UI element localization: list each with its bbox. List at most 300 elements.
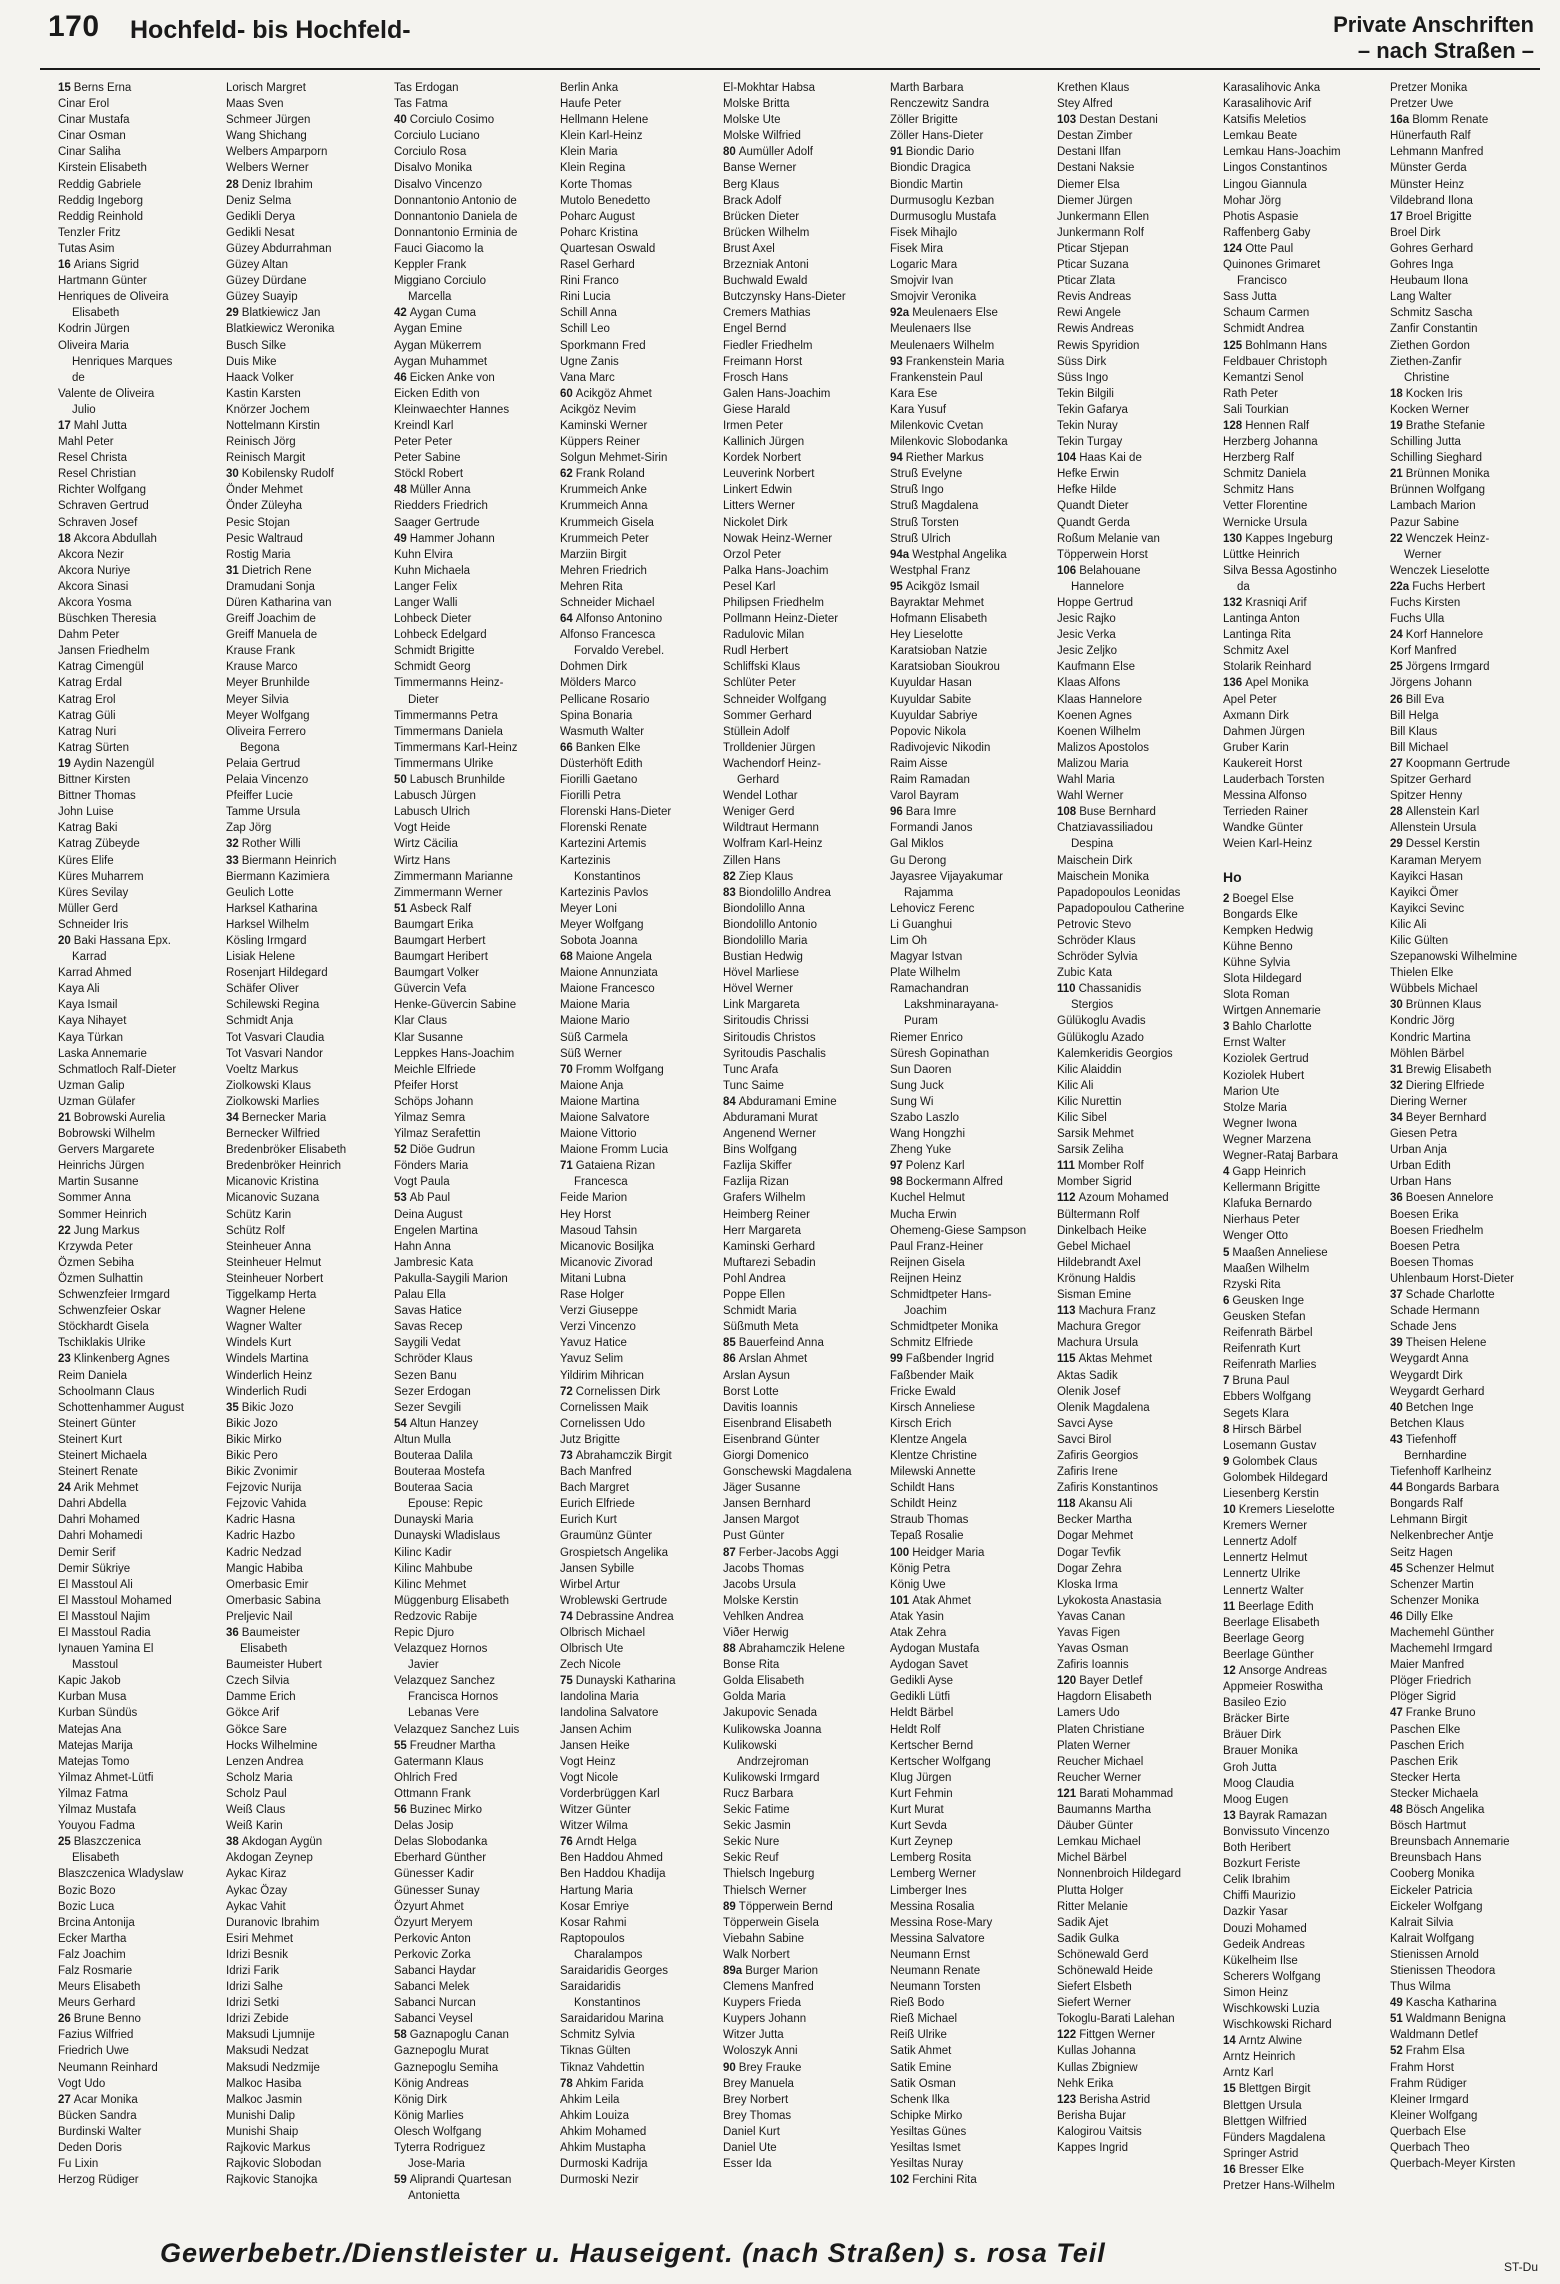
house-number: 55: [394, 1739, 407, 1752]
resident-name: Arslan Ahmet: [738, 1353, 808, 1366]
resident-name: Timmermans Daniela: [394, 725, 503, 738]
resident-name: Kondric Jörg: [1390, 1015, 1455, 1028]
directory-entry: [890, 1030, 1045, 1046]
resident-name: Satik Ahmet: [890, 2045, 952, 2058]
resident-name: Klaas Alfons: [1057, 677, 1121, 690]
directory-entry: [1223, 1953, 1378, 1969]
resident-name: Neumann Reinhard: [58, 2061, 158, 2074]
directory-entry: [1390, 160, 1538, 176]
resident-name: Maione Mario: [560, 1015, 630, 1028]
resident-name: Despina: [1071, 838, 1114, 851]
resident-name: Eicken Edith von: [394, 387, 480, 400]
directory-entry: [394, 2124, 549, 2140]
resident-name: Lantinga Anton: [1223, 613, 1300, 626]
resident-name: Greiff Joachim de: [226, 613, 316, 626]
resident-name: Cooberg Monika: [1390, 1868, 1475, 1881]
resident-name: Kurt Fehmin: [890, 1787, 953, 1800]
resident-name: Wendel Lothar: [723, 790, 798, 803]
resident-name: Ferchini Rita: [912, 2174, 977, 2187]
resident-name: Gedikli Ayse: [890, 1675, 954, 1688]
directory-entry: [1057, 869, 1212, 885]
resident-name: Preljevic Nail: [226, 1610, 293, 1623]
resident-name: Lennertz Adolf: [1223, 1536, 1297, 1549]
resident-name: Schwenzfeier Irmgard: [58, 1289, 170, 1302]
resident-name: Stienissen Arnold: [1390, 1948, 1479, 1961]
directory-entry: [1223, 1341, 1378, 1357]
directory-entry: [1057, 563, 1212, 579]
resident-name: Westphal Franz: [890, 564, 971, 577]
resident-name: Schade Jens: [1390, 1321, 1457, 1334]
resident-name: Kurban Musa: [58, 1691, 127, 1704]
directory-entry: [890, 2076, 1045, 2092]
directory-entry: [58, 820, 213, 836]
resident-name: Maas Sven: [226, 98, 284, 111]
resident-name: Bültermann Rolf: [1057, 1208, 1140, 1221]
resident-name: Mutolo Benedetto: [560, 194, 651, 207]
house-number: 98: [890, 1176, 903, 1189]
directory-entry: [1223, 1180, 1378, 1196]
directory-entry: [394, 1287, 549, 1303]
directory-entry: [394, 772, 549, 788]
resident-name: Krethen Klaus: [1057, 82, 1130, 94]
directory-entry: [58, 1351, 213, 1367]
directory-entry: [58, 1979, 213, 1995]
resident-name: Hagdorn Elisabeth: [1057, 1691, 1152, 1704]
header-rule: [40, 68, 1540, 70]
directory-entry: [394, 466, 549, 482]
directory-entry: [1223, 579, 1378, 595]
directory-entry: [890, 531, 1045, 547]
directory-entry: [1390, 1754, 1538, 1770]
resident-name: Kertscher Wolfgang: [890, 1755, 991, 1768]
directory-entry: [1223, 144, 1378, 160]
resident-name: Krause Marco: [226, 661, 298, 674]
directory-entry: [1390, 1271, 1538, 1287]
resident-name: Trolldenier Jürgen: [723, 741, 816, 754]
directory-entry: [58, 1722, 213, 1738]
resident-name: Kuypers Johann: [723, 2013, 807, 2026]
resident-name: Müller Anna: [409, 484, 471, 497]
directory-entry: [1390, 1995, 1538, 2011]
resident-name: Biondolillo Andrea: [738, 886, 831, 899]
resident-name: Belahouane: [1079, 564, 1141, 577]
house-number: 58: [394, 2029, 407, 2042]
resident-name: Hefke Erwin: [1057, 468, 1119, 481]
directory-entry: [890, 997, 1045, 1013]
directory-entry: [226, 1368, 381, 1384]
resident-name: Küres Muharrem: [58, 870, 144, 883]
directory-entry: [560, 820, 715, 836]
directory-entry: [394, 788, 549, 804]
resident-name: Bikic Jozo: [226, 1417, 278, 1430]
resident-name: Tamme Ursula: [226, 806, 301, 819]
resident-name: Sabanci Veysel: [394, 2013, 473, 2026]
resident-name: Maione Francesco: [560, 983, 655, 996]
directory-entry: [1223, 692, 1378, 708]
directory-entry: [58, 1995, 213, 2011]
directory-entry: [1390, 1174, 1538, 1190]
directory-entry: [560, 1126, 715, 1142]
resident-name: Gedikli Nesat: [226, 226, 295, 239]
house-number: 89: [723, 1900, 736, 1913]
directory-entry: [1057, 144, 1212, 160]
resident-name: Bouteraa Dalila: [394, 1449, 473, 1462]
resident-name: Sabanci Melek: [394, 1981, 470, 1994]
resident-name: Kurt Zeynep: [890, 1836, 953, 1849]
directory-entry: [560, 2092, 715, 2108]
resident-name: Abduramani Murat: [723, 1112, 818, 1124]
directory-entry: [58, 193, 213, 209]
resident-name: Gruber Karin: [1223, 741, 1289, 754]
resident-name: Sung Wi: [890, 1095, 934, 1108]
directory-entry: [723, 289, 878, 305]
directory-entry: [890, 1899, 1045, 1915]
directory-entry: [723, 1722, 878, 1738]
directory-entry: [890, 1400, 1045, 1416]
resident-name: Plöger Friedrich: [1390, 1675, 1472, 1688]
resident-name: Fiedler Friedhelm: [723, 339, 813, 352]
directory-entry: [890, 1722, 1045, 1738]
resident-name: Schönewald Heide: [1057, 1964, 1153, 1977]
directory-entry: [1390, 128, 1538, 144]
directory-entry: [226, 321, 381, 337]
resident-name: Spitzer Henny: [1390, 790, 1463, 803]
resident-name: Hildebrandt Axel: [1057, 1256, 1141, 1269]
resident-name: Biondic Dragica: [890, 162, 971, 175]
directory-entry: [394, 643, 549, 659]
directory-entry: [226, 708, 381, 724]
directory-entry: [890, 1786, 1045, 1802]
directory-entry: [560, 788, 715, 804]
resident-name: Schmidt Maria: [723, 1305, 797, 1318]
directory-entry: [58, 289, 213, 305]
resident-name: Kilinc Kadir: [394, 1546, 452, 1559]
resident-name: Schenzer Helmut: [1405, 1562, 1495, 1575]
resident-name: Diering Elfriede: [1405, 1079, 1485, 1092]
directory-entry: [226, 869, 381, 885]
resident-name: Smojvir Ivan: [890, 275, 954, 288]
directory-entry: [890, 1915, 1045, 1931]
house-number: 115: [1057, 1353, 1076, 1366]
directory-entry: [1390, 1384, 1538, 1400]
directory-entry: [890, 482, 1045, 498]
directory-entry: [1223, 675, 1378, 691]
directory-entry: [58, 160, 213, 176]
resident-name: Schröder Sylvia: [1057, 951, 1138, 964]
directory-entry: [58, 1432, 213, 1448]
directory-entry: [723, 177, 878, 193]
directory-entry: [58, 788, 213, 804]
resident-name: Barati Mohammad: [1079, 1787, 1174, 1800]
directory-entry: [723, 965, 878, 981]
resident-name: Hellmann Helene: [560, 114, 649, 127]
directory-entry: [394, 1641, 549, 1657]
directory-entry: [58, 740, 213, 756]
directory-entry: [58, 2060, 213, 2076]
resident-name: Wahl Maria: [1057, 774, 1115, 787]
directory-entry: [394, 160, 549, 176]
directory-entry: [58, 386, 213, 402]
directory-entry: [394, 112, 549, 128]
resident-name: Hoppe Gertrud: [1057, 597, 1134, 609]
resident-name: Blatkiewicz Weronika: [226, 323, 335, 336]
resident-name: Tiggelkamp Herta: [226, 1289, 317, 1302]
resident-name: Reifenrath Bärbel: [1223, 1327, 1313, 1340]
directory-entry: [1057, 1174, 1212, 1190]
resident-name: Wischkowski Luzia: [1223, 2002, 1320, 2015]
resident-name: Jansen Bernhard: [723, 1498, 811, 1511]
directory-entry: [58, 1078, 213, 1094]
resident-name: Dazkir Yasar: [1223, 1906, 1288, 1919]
resident-name: Schildt Heinz: [890, 1498, 958, 1511]
resident-name: Viðer Herwig: [723, 1627, 789, 1639]
resident-name: Giese Harald: [723, 403, 791, 416]
directory-entry: [890, 1078, 1045, 1094]
resident-name: Kayikci Hasan: [1390, 870, 1463, 883]
directory-entry: [890, 1963, 1045, 1979]
directory-entry: [890, 611, 1045, 627]
directory-entry: [58, 1963, 213, 1979]
directory-entry: [394, 692, 549, 708]
directory-entry: [1057, 273, 1212, 289]
resident-name: Faßbender Maik: [890, 1369, 974, 1382]
directory-entry: [890, 1528, 1045, 1544]
directory-entry: [1223, 1647, 1378, 1663]
directory-entry: [1223, 96, 1378, 112]
resident-name: Theisen Helene: [1405, 1337, 1487, 1350]
directory-entry: [723, 1545, 878, 1561]
resident-name: Durmusoglu Kezban: [890, 194, 995, 207]
resident-name: Messina Alfonso: [1223, 790, 1307, 803]
resident-name: Koziolek Hubert: [1223, 1069, 1305, 1082]
resident-name: Stergios: [1071, 999, 1114, 1012]
directory-entry: [226, 949, 381, 965]
resident-name: John Luise: [58, 806, 114, 819]
resident-name: Zimmermann Werner: [394, 886, 503, 899]
directory-entry: [1390, 289, 1538, 305]
directory-entry: [1057, 1979, 1212, 1995]
resident-name: Bikic Zvonimir: [226, 1466, 298, 1479]
resident-name: Koenen Wilhelm: [1057, 725, 1141, 738]
directory-entry: [560, 595, 715, 611]
resident-name: Maione Maria: [560, 999, 630, 1012]
directory-entry: [723, 1158, 878, 1174]
directory-entry: [226, 1287, 381, 1303]
directory-entry: [58, 1496, 213, 1512]
resident-name: Kühne Benno: [1223, 940, 1293, 953]
directory-entry: [58, 498, 213, 514]
resident-name: Jörgens Johann: [1390, 677, 1472, 690]
directory-entry: [58, 1931, 213, 1947]
resident-name: Palka Hans-Joachim: [723, 564, 829, 577]
resident-name: Geusken Inge: [1232, 1294, 1305, 1307]
directory-entry: [723, 80, 878, 96]
directory-entry: [890, 579, 1045, 595]
directory-entry: [1223, 1631, 1378, 1647]
resident-name: Heldt Bärbel: [890, 1707, 954, 1720]
directory-entry: [226, 1947, 381, 1963]
directory-entry: [1390, 498, 1538, 514]
resident-name: Papadopoulou Catherine: [1057, 902, 1185, 915]
directory-entry: [226, 917, 381, 933]
resident-name: Frahm Elsa: [1405, 2045, 1465, 2058]
resident-name: Reddig Gabriele: [58, 178, 142, 191]
directory-entry: [226, 836, 381, 852]
directory-entry: [1223, 112, 1378, 128]
resident-name: Eisenbrand Elisabeth: [723, 1417, 832, 1430]
directory-entry: [1390, 209, 1538, 225]
directory-entry: [560, 1545, 715, 1561]
resident-name: Atak Yasin: [890, 1610, 944, 1623]
resident-name: El Masstoul Radia: [58, 1627, 151, 1639]
directory-entry: [890, 1062, 1045, 1078]
directory-entry: [890, 563, 1045, 579]
directory-entry: [560, 1963, 715, 1979]
resident-name: Schmitz Sylvia: [560, 2029, 635, 2042]
resident-name: Joachim: [904, 1305, 947, 1318]
directory-entry: [1390, 370, 1538, 386]
directory-entry: [723, 112, 878, 128]
resident-name: Lemkau Beate: [1223, 130, 1298, 143]
resident-name: Münster Heinz: [1390, 178, 1465, 191]
resident-name: Zubic Kata: [1057, 967, 1112, 980]
resident-name: Aktas Mehmet: [1078, 1353, 1153, 1366]
directory-entry: [1223, 788, 1378, 804]
directory-entry: [394, 515, 549, 531]
resident-name: Appmeier Roswitha: [1223, 1681, 1323, 1694]
resident-name: Konstantinos: [574, 870, 641, 883]
resident-name: Kullas Zbigniew: [1057, 2061, 1138, 2074]
resident-name: Stöckhardt Gisela: [58, 1321, 149, 1334]
directory-entry: [560, 1013, 715, 1029]
directory-entry: [58, 917, 213, 933]
resident-name: Stey Alfred: [1057, 98, 1113, 111]
directory-entry: [560, 1174, 715, 1190]
resident-name: Zimmermann Marianne: [394, 870, 513, 883]
resident-name: Aydin Nazengül: [73, 757, 155, 770]
directory-entry: [723, 498, 878, 514]
directory-entry: [1057, 1190, 1212, 1206]
resident-name: Klentze Christine: [890, 1449, 977, 1462]
house-number: 101: [890, 1594, 910, 1607]
directory-entry: [226, 1915, 381, 1931]
resident-name: Bernecker Maria: [241, 1112, 327, 1124]
directory-entry: [560, 1110, 715, 1126]
resident-name: Weien Karl-Heinz: [1223, 838, 1313, 851]
resident-name: Kellermann Brigitte: [1223, 1182, 1321, 1195]
directory-entry: [560, 1046, 715, 1062]
directory-entry: [1390, 981, 1538, 997]
resident-name: Forvaldo Verebel.: [574, 645, 665, 658]
directory-entry: [560, 997, 715, 1013]
resident-name: Tekin Bilgili: [1057, 387, 1114, 400]
resident-name: Katrag Erdal: [58, 677, 122, 690]
resident-name: Jesic Zeljko: [1057, 645, 1118, 658]
house-number: 86: [723, 1353, 736, 1366]
directory-entry: [560, 1915, 715, 1931]
directory-entry: [1223, 971, 1378, 987]
resident-name: Schmidt Brigitte: [394, 645, 475, 658]
resident-name: Özyurt Meryem: [394, 1916, 473, 1929]
resident-name: Marth Barbara: [890, 82, 964, 94]
directory-entry: [1223, 402, 1378, 418]
directory-entry: [1390, 1432, 1538, 1448]
resident-name: Franke Bruno: [1405, 1707, 1476, 1720]
resident-name: Knörzer Jochem: [226, 403, 310, 416]
directory-entry: [1223, 1277, 1378, 1293]
directory-entry: [394, 1673, 549, 1689]
house-number: 99: [890, 1353, 903, 1366]
directory-entry: [58, 2092, 213, 2108]
resident-name: Wagner Walter: [226, 1321, 302, 1334]
directory-entry: [723, 1802, 878, 1818]
resident-name: Lehovicz Ferenc: [890, 902, 975, 915]
directory-entry: [560, 1561, 715, 1577]
directory-entry: [723, 1834, 878, 1850]
column-2: [226, 80, 381, 2188]
resident-name: Olbrisch Michael: [560, 1627, 645, 1639]
resident-name: Karasalihovic Arif: [1223, 98, 1312, 111]
directory-entry: [226, 853, 381, 869]
resident-name: Sekic Reuf: [723, 1852, 779, 1865]
directory-entry: [723, 692, 878, 708]
house-number: 29: [1390, 838, 1403, 851]
resident-name: Brey Thomas: [723, 2109, 792, 2122]
directory-entry: [560, 1625, 715, 1641]
directory-entry: [560, 1899, 715, 1915]
resident-name: Alfonso Francesca: [560, 629, 656, 642]
directory-entry: [560, 2060, 715, 2076]
resident-name: Yilmaz Fatma: [58, 1787, 128, 1800]
resident-name: Sommer Gerhard: [723, 709, 812, 722]
resident-name: Hartung Maria: [560, 1884, 633, 1897]
resident-name: Schenk Ilka: [890, 2093, 950, 2106]
resident-name: Daniel Kurt: [723, 2125, 780, 2138]
resident-name: Idrizi Farik: [226, 1964, 280, 1977]
directory-entry: [560, 1158, 715, 1174]
resident-name: Banse Werner: [723, 162, 797, 175]
resident-name: Mehren Friedrich: [560, 564, 647, 577]
directory-entry: [58, 1142, 213, 1158]
directory-entry: [723, 1207, 878, 1223]
directory-entry: [226, 1738, 381, 1754]
resident-name: Kilinc Mahbube: [394, 1562, 473, 1575]
directory-entry: [560, 1528, 715, 1544]
resident-name: Yavas Osman: [1057, 1643, 1129, 1656]
resident-name: Blaszczenica: [73, 1836, 141, 1849]
directory-entry: [394, 885, 549, 901]
directory-entry: [723, 1915, 878, 1931]
directory-entry: [1057, 756, 1212, 772]
resident-name: Biondic Dario: [905, 146, 975, 159]
resident-name: Savci Ayse: [1057, 1417, 1114, 1430]
directory-entry: [560, 1850, 715, 1866]
resident-name: Buse Bernhard: [1079, 806, 1156, 819]
directory-entry: [1223, 1438, 1378, 1454]
resident-name: Schoolmann Claus: [58, 1385, 155, 1398]
directory-entry: [1390, 1335, 1538, 1351]
resident-name: Hirsch Bärbel: [1232, 1423, 1302, 1436]
resident-name: Tot Vasvari Nandor: [226, 1047, 323, 1060]
directory-entry: [890, 708, 1045, 724]
resident-name: Münster Gerda: [1390, 162, 1467, 175]
resident-name: Micanovic Bosiljka: [560, 1240, 654, 1253]
directory-entry: [1390, 1351, 1538, 1367]
directory-entry: [560, 466, 715, 482]
directory-entry: [1223, 273, 1378, 289]
resident-name: Baumgart Herbert: [394, 934, 486, 947]
resident-name: Dogar Mehmet: [1057, 1530, 1134, 1543]
